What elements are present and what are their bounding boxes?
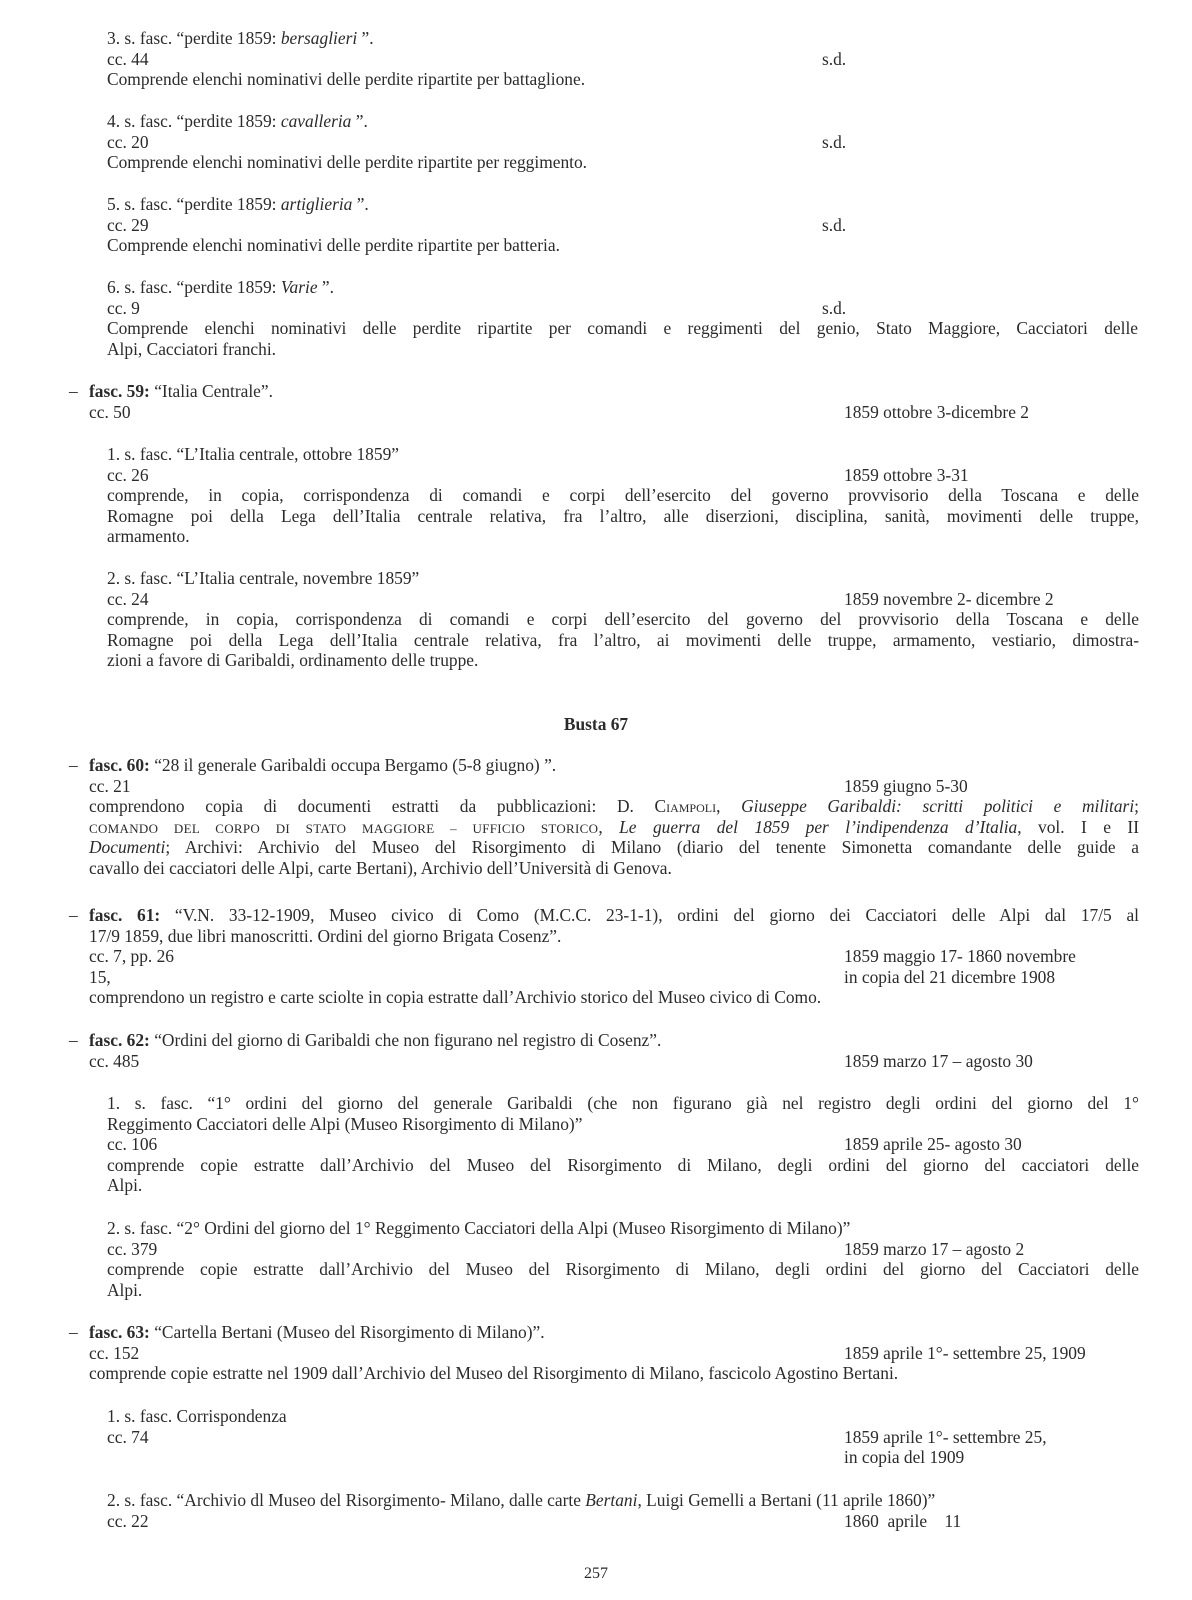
description: comprendono un registro e carte sciolte in copia estratte dall’Archivio storico del Museo civico di Como. — [89, 987, 822, 1008]
copy-date: in copia del 21 dicembre 1908 — [844, 966, 1056, 987]
description: Comprende elenchi nominativi delle perdite ripartite per batteria. — [107, 235, 560, 256]
entry-dash: – — [69, 755, 78, 775]
copy-date: in copia del 1909 — [844, 1447, 965, 1468]
fasc-59 — [89, 381, 1139, 422]
date: s.d. — [822, 48, 847, 69]
entry-dash: – — [69, 381, 78, 401]
carte-count: cc. 485 — [89, 1050, 140, 1071]
entry-dash: – — [69, 905, 78, 925]
subfasc-title: 2. s. fasc. “Archivio dl Museo del Risorgimento- Milano, dalle carte Bertani, Luigi Gemelli a Bertani (11 aprile 1860)” — [107, 1490, 936, 1510]
carte-count: cc. 21 — [89, 775, 131, 796]
description: Alpi. — [107, 1279, 143, 1300]
description: zioni a favore di Garibaldi, ordinamento delle truppe. — [107, 650, 479, 671]
carte-count: cc. 20 — [107, 131, 149, 152]
description: Alpi. — [107, 1175, 143, 1196]
subfasc-title: 2. s. fasc. “2° Ordini del giorno del 1° Reggimento Cacciatori della Alpi (Museo Risorgimento di Milano)” — [107, 1218, 851, 1238]
date: 1860 aprile 11 — [844, 1510, 962, 1531]
subfasc-title: 5. s. fasc. “perdite 1859: artiglieria ”. — [107, 194, 369, 214]
subfasc-title: 3. s. fasc. “perdite 1859: bersaglieri ”. — [107, 28, 374, 48]
description: Alpi, Cacciatori franchi. — [107, 338, 277, 359]
subfasc-title: Reggimento Cacciatori delle Alpi (Museo Risorgimento di Milano)” — [107, 1113, 583, 1134]
fasc-title: fasc. 61: “V.N. 33-12-1909, Museo civico di Como (M.C.C. 23-1-1), ordini del giorno dei Cacciatori delle Alpi dal 17/5 al — [89, 905, 1139, 925]
description: comprendono copia di documenti estratti da pubblicazioni: D. Ciampoli, Giuseppe Garibaldi: scritti politici e militari; — [89, 796, 1139, 817]
carte-count: cc. 152 — [89, 1342, 140, 1363]
subfasc-title: 6. s. fasc. “perdite 1859: Varie ”. — [107, 277, 334, 297]
description: comprende copie estratte nel 1909 dall’Archivio del Museo del Risorgimento di Milano, fascicolo Agostino Bertani. — [89, 1363, 899, 1384]
date: s.d. — [822, 214, 847, 235]
date: 1859 marzo 17 – agosto 2 — [844, 1238, 1025, 1259]
date: 1859 aprile 1°- settembre 25, 1909 — [844, 1342, 1086, 1363]
carte-count: cc. 29 — [107, 214, 149, 235]
description: Comprende elenchi nominativi delle perdite ripartite per comandi e reggimenti del genio, Stato Maggiore, Cacciatori delle — [107, 318, 1138, 339]
description: Comprende elenchi nominativi delle perdite ripartite per reggimento. — [107, 152, 588, 173]
description: armamento. — [107, 526, 190, 547]
fasc-63 — [89, 1322, 1139, 1384]
busta-heading: Busta 67 — [563, 714, 629, 734]
page-number: 257 — [584, 1565, 608, 1582]
fasc-title: fasc. 59: “Italia Centrale”. — [89, 381, 273, 401]
carte-count: cc. 106 — [107, 1134, 158, 1155]
carte-count: cc. 22 — [107, 1510, 149, 1531]
description: comprende, in copia, corrispondenza di comandi e corpi dell’esercito del governo del provvisorio della Toscana e delle — [107, 609, 1139, 630]
description: COMANDO DEL CORPO DI STATO MAGGIORE – UFFICIO STORICO, Le guerra del 1859 per l’indipendenza d’Italia, vol. I e II — [89, 816, 1139, 837]
fasc-60 — [89, 755, 1139, 879]
carte-count: cc. 24 — [107, 588, 149, 609]
date: s.d. — [822, 297, 847, 318]
description: comprende copie estratte dall’Archivio del Museo del Risorgimento di Milano, degli ordini del giorno del cacciatori delle — [107, 1154, 1139, 1175]
fasc-59-subfasc-2 — [107, 568, 1139, 671]
carte-count: cc. 74 — [107, 1426, 149, 1447]
description: Romagne poi della Lega dell’Italia centrale relativa, fra l’altro, ai movimenti delle truppe, armamento, vestiario, dimostra- — [107, 629, 1139, 650]
description: cavallo dei cacciatori delle Alpi, carte Bertani), Archivio dell’Università di Genova. — [89, 857, 672, 878]
carte-count: cc. 379 — [107, 1238, 158, 1259]
date: 1859 maggio 17- 1860 novembre — [844, 946, 1076, 967]
description: comprende copie estratte dall’Archivio del Museo del Risorgimento di Milano, degli ordini del giorno del Cacciatori delle — [107, 1259, 1139, 1280]
carte-count: cc. 26 — [107, 464, 149, 485]
fasc-63-subfasc-2 — [107, 1490, 1139, 1531]
subfasc-title: 4. s. fasc. “perdite 1859: cavalleria ”. — [107, 111, 368, 131]
date: s.d. — [822, 131, 847, 152]
subfasc-title: 1. s. fasc. “L’Italia centrale, ottobre 1859” — [107, 444, 399, 464]
fasc-title: fasc. 63: “Cartella Bertani (Museo del Risorgimento di Milano)”. — [89, 1322, 545, 1342]
date: 1859 aprile 1°- settembre 25, — [844, 1426, 1047, 1447]
subfasc-6 — [107, 277, 1138, 359]
fasc-62 — [89, 1030, 1139, 1071]
date: 1859 ottobre 3-dicembre 2 — [844, 401, 1029, 422]
fasc-62-subfasc-1 — [107, 1093, 1139, 1196]
fasc-title: 17/9 1859, due libri manoscritti. Ordini del giorno Brigata Cosenz”. — [89, 925, 562, 946]
subfasc-3 — [107, 28, 1117, 90]
fasc-62-subfasc-2 — [107, 1218, 1139, 1300]
description: Comprende elenchi nominativi delle perdite ripartite per battaglione. — [107, 69, 586, 90]
fasc-63-subfasc-1 — [107, 1406, 1139, 1468]
date: 1859 giugno 5-30 — [844, 775, 968, 796]
subfasc-title: 2. s. fasc. “L’Italia centrale, novembre 1859” — [107, 568, 420, 588]
date: 1859 aprile 25- agosto 30 — [844, 1134, 1022, 1155]
date: 1859 ottobre 3-31 — [844, 464, 969, 485]
description: comprende, in copia, corrispondenza di comandi e corpi dell’esercito del governo provvisorio della Toscana e delle — [107, 485, 1139, 506]
date-continued: 15, — [89, 966, 111, 987]
subfasc-5 — [107, 194, 1117, 256]
date: 1859 novembre 2- dicembre 2 — [844, 588, 1054, 609]
date: 1859 marzo 17 – agosto 30 — [844, 1050, 1033, 1071]
entry-dash: – — [69, 1322, 78, 1342]
fasc-61 — [89, 905, 1139, 1008]
carte-count: cc. 7, pp. 26 — [89, 946, 175, 967]
entry-dash: – — [69, 1030, 78, 1050]
subfasc-4 — [107, 111, 1117, 173]
carte-count: cc. 44 — [107, 48, 149, 69]
carte-count: cc. 9 — [107, 297, 140, 318]
carte-count: cc. 50 — [89, 401, 131, 422]
fasc-title: fasc. 62: “Ordini del giorno di Garibaldi che non figurano nel registro di Cosenz”. — [89, 1030, 662, 1050]
description: Romagne poi della Lega dell’Italia centrale relativa, fra l’altro, alle diserzioni, disciplina, sanità, movimenti delle truppe, — [107, 505, 1139, 526]
subfasc-title: 1. s. fasc. “1° ordini del giorno del generale Garibaldi (che non figurano già nel registro degli ordini del giorno del 1° — [107, 1093, 1139, 1113]
subfasc-title: 1. s. fasc. Corrispondenza — [107, 1406, 287, 1426]
description: Documenti; Archivi: Archivio del Museo del Risorgimento di Milano (diario del tenente Simonetta comandante delle guide a — [89, 837, 1139, 858]
fasc-title: fasc. 60: “28 il generale Garibaldi occupa Bergamo (5-8 giugno) ”. — [89, 755, 557, 775]
fasc-59-subfasc-1 — [107, 444, 1139, 547]
